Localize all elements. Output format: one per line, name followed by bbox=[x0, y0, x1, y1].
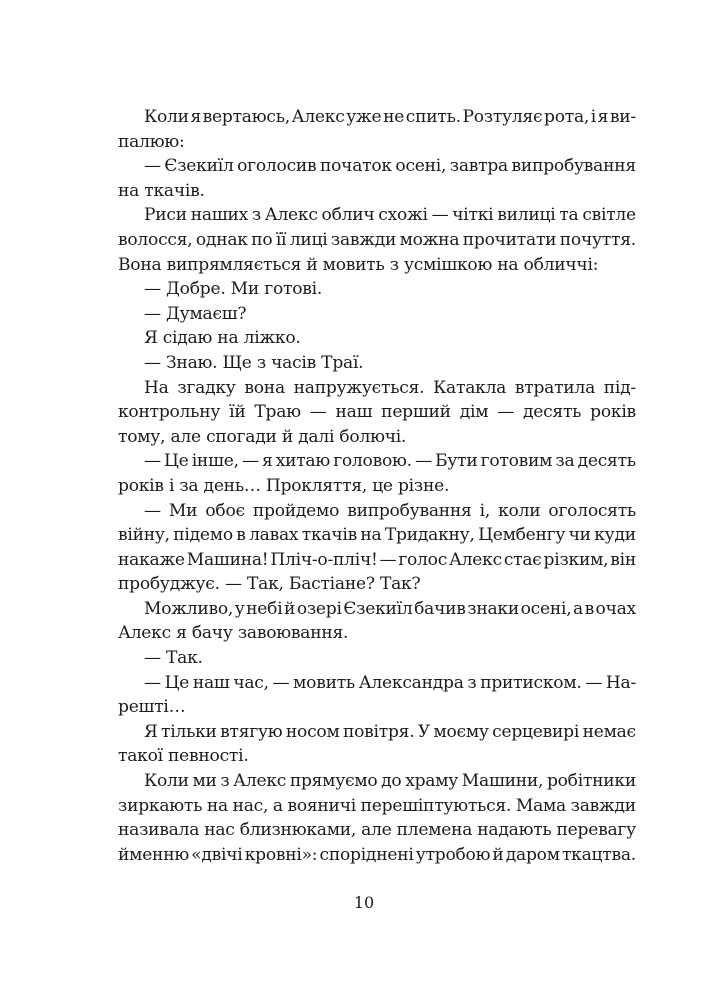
text-word: коли bbox=[498, 500, 541, 521]
text-word: ткацтва. bbox=[561, 844, 636, 865]
text-word: пройдемо bbox=[252, 500, 340, 521]
text-word: він bbox=[610, 549, 636, 570]
text-word: йменню bbox=[118, 844, 189, 865]
text-line: Я сідаю на ліжко. bbox=[144, 328, 301, 349]
text-word: стає bbox=[503, 549, 542, 570]
text-word: й bbox=[492, 844, 504, 865]
text-word: в bbox=[584, 598, 594, 619]
text-word: Тридакну, bbox=[384, 525, 475, 546]
text-word: а bbox=[272, 795, 283, 816]
text-word: бачив bbox=[414, 598, 466, 619]
text-word: — bbox=[497, 402, 515, 423]
text-word: схожі bbox=[378, 205, 428, 226]
text-word: — bbox=[309, 402, 327, 423]
text-line: — Знаю. Ще з часів Траї. bbox=[144, 352, 364, 373]
text-word: Мама bbox=[515, 795, 566, 816]
text-word: нас bbox=[204, 820, 235, 841]
text-word: лиці bbox=[289, 229, 328, 250]
text-word: очах bbox=[595, 598, 636, 619]
text-word: Ми bbox=[168, 500, 198, 521]
text-word: випробування bbox=[511, 156, 636, 177]
page-number: 10 bbox=[353, 893, 375, 912]
text-word: на bbox=[360, 525, 382, 546]
text-word: серцевирі bbox=[492, 721, 580, 742]
text-word: завтра bbox=[449, 156, 508, 177]
text-word: обоє bbox=[205, 500, 245, 521]
text-word: — bbox=[144, 500, 161, 521]
text-word: — bbox=[144, 672, 161, 693]
text-word: надають bbox=[477, 820, 552, 841]
text-word: — bbox=[379, 549, 397, 570]
text-word: прочитати bbox=[462, 229, 557, 250]
text-word: «двічі bbox=[191, 844, 243, 865]
text-word: та bbox=[559, 205, 579, 226]
text-word: куди bbox=[594, 525, 636, 546]
text-word: наш bbox=[335, 402, 373, 423]
text-line bbox=[118, 499, 636, 524]
text-word: осені, bbox=[395, 156, 447, 177]
text-word: волосся, bbox=[118, 229, 193, 250]
text-word: а bbox=[573, 598, 583, 619]
text-word: робітники bbox=[546, 771, 636, 792]
text-word: рота, bbox=[544, 107, 590, 127]
text-word: Цембенгу bbox=[478, 525, 566, 546]
text-word: кровні»: bbox=[244, 844, 318, 865]
text-word: я bbox=[261, 451, 273, 472]
text-line: — Так. bbox=[144, 648, 203, 669]
text-word: ткачів bbox=[301, 525, 357, 546]
text-word: даром bbox=[505, 844, 560, 865]
text-word: чи bbox=[568, 525, 591, 546]
text-word: й bbox=[284, 598, 296, 619]
text-word: Машина! bbox=[186, 549, 269, 570]
text-word: перевагу bbox=[556, 820, 636, 841]
text-word: з bbox=[251, 205, 261, 226]
text-word: я bbox=[190, 107, 201, 127]
text-word: перешіптуються. bbox=[360, 795, 512, 816]
text-word: на bbox=[206, 795, 228, 816]
text-word: і bbox=[590, 107, 596, 127]
text-word: тільки bbox=[161, 721, 217, 742]
text-line bbox=[118, 843, 636, 868]
text-word: Коли bbox=[144, 771, 189, 792]
text-word: Коли bbox=[144, 107, 189, 127]
text-word: Катакла bbox=[433, 377, 507, 398]
text-word: — bbox=[144, 451, 161, 472]
text-word: На- bbox=[605, 672, 636, 693]
text-line: — Добре. Ми готові. bbox=[144, 279, 323, 300]
text-line bbox=[118, 203, 636, 228]
text-line bbox=[118, 523, 636, 548]
text-word: накаже bbox=[118, 549, 185, 570]
text-line bbox=[118, 794, 636, 819]
text-word: спить. bbox=[405, 107, 461, 127]
text-word: нас, bbox=[232, 795, 269, 816]
text-line: Алекс я бачу завоювання. bbox=[118, 623, 349, 644]
text-word: початок bbox=[319, 156, 392, 177]
text-word: ми bbox=[192, 771, 217, 792]
text-word: до bbox=[381, 771, 402, 792]
text-line: на ткачів. bbox=[118, 180, 205, 201]
text-line bbox=[118, 548, 636, 573]
text-line bbox=[118, 400, 636, 425]
text-word: Можливо, bbox=[144, 598, 234, 619]
text-word: Алекс bbox=[291, 107, 345, 127]
text-word: прямуємо bbox=[289, 771, 378, 792]
text-word: вояничі bbox=[287, 795, 356, 816]
text-word: Алекс bbox=[448, 549, 502, 570]
text-word: — bbox=[144, 156, 161, 177]
text-line: років і за день… Прокляття, це різне. bbox=[118, 475, 450, 496]
text-word: не bbox=[383, 107, 405, 127]
text-line bbox=[118, 818, 636, 843]
text-word: готовим bbox=[480, 451, 553, 472]
text-word: під- bbox=[603, 377, 636, 398]
text-word: — bbox=[585, 672, 603, 693]
text-word: Алекс bbox=[264, 205, 318, 226]
text-word: і, bbox=[479, 500, 491, 521]
text-word: десять bbox=[577, 451, 636, 472]
text-word: чіткі bbox=[452, 205, 494, 226]
text-word: Це bbox=[164, 451, 189, 472]
text-word: однак bbox=[195, 229, 248, 250]
text-word: повітря. bbox=[342, 721, 415, 742]
text-word: немає bbox=[582, 721, 636, 742]
text-word: називала bbox=[118, 820, 200, 841]
text-line bbox=[118, 449, 636, 474]
text-word: На bbox=[144, 377, 169, 398]
text-word: голос bbox=[398, 549, 448, 570]
text-word: Єзекиїл bbox=[343, 598, 413, 619]
text-line: — Думаєш? bbox=[144, 303, 247, 324]
text-word: облич bbox=[321, 205, 375, 226]
text-word: Бути bbox=[435, 451, 478, 472]
text-word: носом bbox=[285, 721, 340, 742]
text-word: племена bbox=[396, 820, 473, 841]
text-word: оголосять bbox=[548, 500, 636, 521]
text-word: осені, bbox=[520, 598, 572, 619]
text-word: десять bbox=[522, 402, 582, 423]
text-word: перший bbox=[381, 402, 451, 423]
text-line: такої певності. bbox=[118, 746, 249, 767]
text-word: споріднені bbox=[319, 844, 414, 865]
text-word: почуття. bbox=[559, 229, 636, 250]
text-word: Риси bbox=[144, 205, 187, 226]
text-line: решті… bbox=[118, 697, 186, 718]
text-word: знаки bbox=[467, 598, 519, 619]
text-word: у bbox=[234, 598, 245, 619]
text-line bbox=[118, 154, 636, 179]
text-word: втягую bbox=[220, 721, 283, 742]
text-word: Розтуляє bbox=[462, 107, 543, 127]
text-word: — bbox=[415, 451, 432, 472]
text-word: напружується. bbox=[293, 377, 425, 398]
text-word: храму bbox=[405, 771, 459, 792]
text-word: втратила bbox=[514, 377, 596, 398]
text-word: небі bbox=[246, 598, 283, 619]
text-word: їй bbox=[229, 402, 246, 423]
text-word: мовить bbox=[293, 672, 355, 693]
text-line: палюю: bbox=[118, 131, 185, 152]
text-line: тому, але спогади й далі болючі. bbox=[118, 426, 407, 447]
text-word: можна bbox=[399, 229, 460, 250]
text-line bbox=[118, 769, 636, 794]
text-word: моєму bbox=[433, 721, 489, 742]
text-word: в bbox=[236, 525, 246, 546]
text-word: з bbox=[467, 672, 477, 693]
text-word: — bbox=[241, 451, 259, 472]
text-word: головою. bbox=[333, 451, 412, 472]
text-word: контрольну bbox=[118, 402, 221, 423]
text-word: завжди bbox=[570, 795, 636, 816]
text-word: підемо bbox=[173, 525, 233, 546]
text-line bbox=[118, 228, 636, 253]
text-word: війну, bbox=[118, 525, 170, 546]
text-word: хитаю bbox=[275, 451, 331, 472]
body-text bbox=[118, 105, 636, 867]
text-word: Машини, bbox=[461, 771, 544, 792]
text-word: — bbox=[431, 205, 449, 226]
text-line: пробуджує. — Так, Бастіане? Так? bbox=[118, 574, 421, 595]
text-word: озері bbox=[296, 598, 342, 619]
text-word: Александра bbox=[358, 672, 464, 693]
text-line bbox=[118, 671, 636, 696]
text-word: утробою bbox=[415, 844, 491, 865]
text-word: її bbox=[275, 229, 287, 250]
text-word: наш bbox=[192, 672, 230, 693]
text-word: притиском. bbox=[480, 672, 582, 693]
text-word: У bbox=[417, 721, 430, 742]
text-line bbox=[118, 105, 636, 130]
text-line bbox=[118, 376, 636, 401]
text-word: випробування bbox=[347, 500, 472, 521]
text-line bbox=[118, 720, 636, 745]
text-word: вона bbox=[244, 377, 285, 398]
text-word: уже bbox=[346, 107, 382, 127]
text-word: лавах bbox=[249, 525, 299, 546]
text-line bbox=[118, 597, 636, 622]
text-word: зиркають bbox=[118, 795, 203, 816]
text-word: ви- bbox=[609, 107, 636, 127]
text-word: за bbox=[555, 451, 575, 472]
text-word: Алекс bbox=[233, 771, 287, 792]
text-word: час, bbox=[233, 672, 269, 693]
text-word: вилиці bbox=[497, 205, 556, 226]
text-word: оголосив bbox=[237, 156, 317, 177]
text-word: але bbox=[361, 820, 392, 841]
text-word: років bbox=[590, 402, 636, 423]
text-word: близнюками, bbox=[239, 820, 357, 841]
text-word: я bbox=[597, 107, 609, 127]
text-word: Єзекиїл bbox=[164, 156, 234, 177]
text-word: Траю bbox=[254, 402, 301, 423]
text-word: Я bbox=[144, 721, 158, 742]
text-word: по bbox=[251, 229, 273, 250]
text-word: різким, bbox=[543, 549, 609, 570]
text-word: вертаюсь, bbox=[202, 107, 290, 127]
text-word: — bbox=[272, 672, 290, 693]
text-word: дім bbox=[459, 402, 489, 423]
text-word: Пліч-о-пліч! bbox=[270, 549, 378, 570]
text-word: завжди bbox=[330, 229, 397, 250]
text-word: світле bbox=[582, 205, 636, 226]
text-word: з bbox=[220, 771, 230, 792]
text-word: інше, bbox=[191, 451, 239, 472]
text-word: згадку bbox=[177, 377, 236, 398]
text-line: Вона випрямляється й мовить з усмішкою на обличчі: bbox=[118, 254, 599, 275]
text-word: наших bbox=[190, 205, 248, 226]
text-word: Це bbox=[164, 672, 190, 693]
